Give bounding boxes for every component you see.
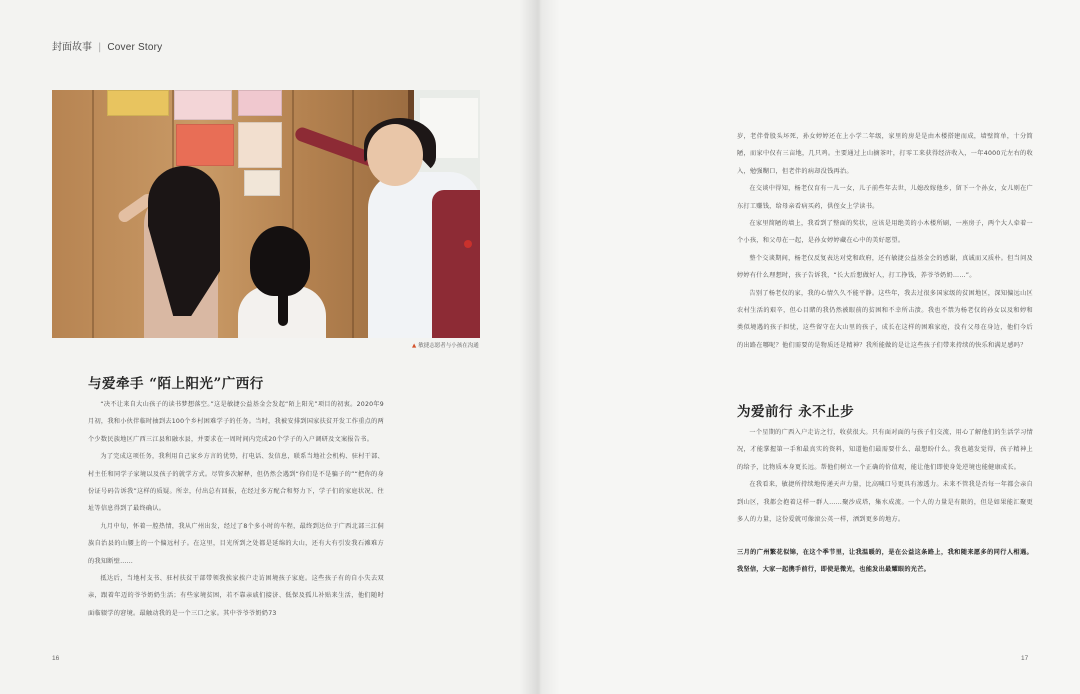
right-page <box>540 0 1080 694</box>
paragraph: “决不让来自大山孩子的读书梦想落空。”这是敏捷公益基金会发起“陌上阳光”项目的初衷。2020年9月初，我和小伙伴临时抽到去100个乡村困难学子的任务。当时，我被安排到国家扶贫开发工作重点的两个少数民族地区广西三江县和融水县，并要求在一周时间内完成20个学子的入户调研及文案报告书。 <box>88 401 384 443</box>
body-column <box>737 128 1033 354</box>
volunteer-head <box>367 124 423 186</box>
volunteer-sleeve <box>432 190 480 338</box>
paragraph: 在交谈中得知，杨老仅育有一儿一女，儿子前些年去世，儿媳改嫁他乡，留下一个孙女，女儿则在广东打工赚钱，给母亲看病买药，供侄女上学读书。 <box>737 185 1033 210</box>
wall-poster <box>238 122 282 168</box>
paragraph: 在我看来，敏捷所持续地传递天声力量，比高喊口号更具有渗透力。未来不管我是否每一年都会亲自到山区，我都会抱着这样一群人……聚沙成塔，集水成流。一个人的力量是有限的，但是如果能汇聚更多人的力量，这份爱就可像滚公英一样，洒到更多的地方。 <box>737 481 1033 524</box>
paragraph: 岁，老伴骨股头坏死，孙女婷婷还在上小学二年级，家里的房是是由木楼搭建而成，墙壁简单，十分简陋，而家中仅有三亩地，几只鸡。主要通过上山摘茶叶，打零工来获得经济收入，一年4000元左右的收入，勉强糊口，但老伴的病却没钱再治。 <box>737 133 1033 175</box>
paragraph: 为了完成这项任务，我利用自己家乡方言的优势，打电话、发信息，联系当地社会机构、驻村干部、村主任和同学子家境以及孩子的就学方式。尽管多次解释，但仍然会遇到“你们是不是骗子的”“把你的身份证号码告诉我”这样的质疑。所幸，付出总有回报，在经过多方配合和努力下，学子们的家庭状况、往址等信息得到了最终确认。 <box>88 453 384 513</box>
wall-poster <box>174 90 232 120</box>
cover-photo <box>52 90 480 338</box>
closing-paragraph: 三月的广州繁花似锦，在这个季节里，让我温暖的，是在公益这条路上，我和随来愿多的同行人相遇。我坚信，大家一起携手前行，即使是微光，也能发出最耀眼的光芒。 <box>737 549 1033 574</box>
wall-poster <box>244 170 280 196</box>
photo-caption: ▲ 敏捷志愿者与小孩在沟通 <box>412 343 479 349</box>
child-ponytail <box>278 286 288 326</box>
paragraph: 告别了杨老仅的家，我的心情久久不能平静。这些年，我去过很多国家级的贫困地区，深知偏远山区农村生活的艰辛，但心目睹的我仍然被眼前的贫困和不幸所击溃。我也不禁为杨老仅的孙女以及和婷和类似境遇的孩子担忧，这些留守在大山里的孩子，成长在这样的困难家庭，没有父母在身边，他们今后的出路在哪呢？他们需要的是物质还是精神？我所能做的是让这些孩子们带来持续的快乐和满足感吗？ <box>737 289 1033 349</box>
paragraph: 一个星期的广西入户走访之行，收获很大。只有面对面的与孩子们交流，用心了解他们的生活学习情况，才能掌握第一手和最真实的资料，知道他们最需要什么、最想盼什么。我也越发觉得，孩子精神上的给予，比物质本身更长远。帮他们树立一个正确的价值观，能让他们即使身处逆境也能健康成长。 <box>737 429 1033 471</box>
wall-poster <box>107 90 169 116</box>
wall-poster <box>238 90 282 116</box>
logo-badge <box>464 240 472 248</box>
page-number: 16 <box>52 655 60 662</box>
closing-column <box>737 544 1033 579</box>
body-column <box>737 424 1033 528</box>
book-gutter <box>520 0 560 694</box>
running-head <box>52 38 162 53</box>
section-name-cn: 封面故事 <box>52 42 92 53</box>
section-heading: 与爱牵手 “陌上阳光”广西行 <box>88 376 264 392</box>
paragraph: 九月中旬，怀着一腔热情，我从广州出发，经过了8个多小时的车程，最终到达位于广西北部三江侗族自治县的山腰上的一个偏远村子。在这里，目光所到之处都是延绵的大山，还有大有引发我石滩难方的我知断壁…… <box>88 522 384 565</box>
body-column <box>88 396 384 622</box>
section-name-en: Cover Story <box>107 42 163 53</box>
paragraph: 抵达后，当地村支书、驻村扶贫干部带领我挨家挨户走访困境孩子家庭。这些孩子有的自小失去双亲，跟着年迈的爷爷奶奶生活；有些家境贫困，若不靠亲戚们接济、低保及孤儿补贴来生活，他们随时面临辍学的窘境。最触动我的是一个三口之家。其中爷爷爷奶奶73 <box>88 575 384 617</box>
separator: | <box>98 42 102 53</box>
section-heading: 为爱前行 永不止步 <box>737 404 855 420</box>
wall-poster <box>176 124 234 166</box>
caption-marker-icon: ▲ <box>412 343 417 349</box>
page-number: 17 <box>1021 655 1029 662</box>
paragraph: 整个交谈期间，杨老仅反复表达对党和政府，还有敏捷公益基金会的感谢，真诚而又质朴。但当问及婷婷有什么理想时，孩子告诉我，“长大后想做好人，打工挣钱，养爷爷奶奶……”。 <box>737 254 1033 280</box>
paragraph: 在家里简陋的墙上，我看到了整面的奖状，应该是用绝美的小木楼所刷，一座房子，两个大人牵着一个小孩，和父母在一起，是孙女婷婷藏在心中的美好愿望。 <box>737 220 1033 245</box>
